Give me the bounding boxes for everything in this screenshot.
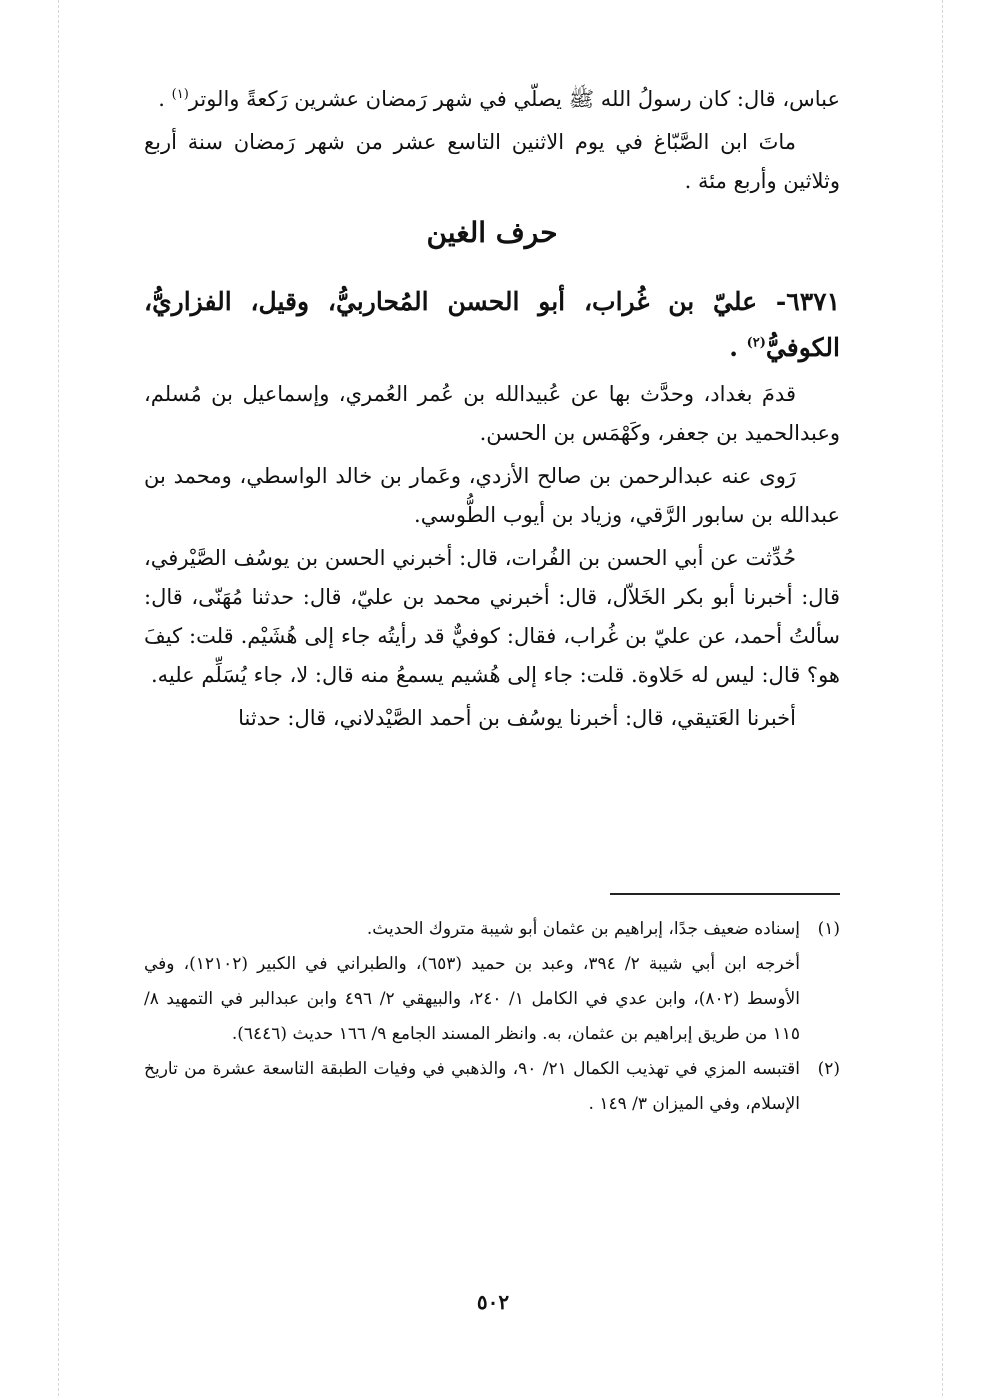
paragraph-end: .: [158, 87, 172, 111]
footnote-line: اقتبسه المزي في تهذيب الكمال ٢١/ ٩٠، والذهبي في وفيات الطبقة التاسعة عشرة من تاريخ الإسلام، وفي الميزان ٣/ ١٤٩ .: [144, 1059, 800, 1114]
main-text: [144, 80, 840, 742]
footnote-number: (٢): [817, 1059, 840, 1079]
footnote-reference[interactable]: (١): [171, 87, 189, 102]
footnote-line: إسناده ضعيف جدًا، إبراهيم بن عثمان أبو شيبة متروك الحديث.: [366, 919, 800, 939]
entry-title-text: ٦٣٧١- عليّ بن غُراب، أبو الحسن المُحاربيُّ، وقيل، الفزاريُّ، الكوفيُّ: [144, 287, 840, 362]
paragraph-text: ماتَ ابن الصَّبّاغ في يوم الاثنين التاسع عشر من شهر رَمضان سنة أربع وثلاثين وأربع مئة .: [144, 130, 840, 193]
paragraph-text: عباس، قال: كان رسولُ الله ﷺ يصلّي في شهر رَمضان عشرين رَكعةً والوتر: [188, 87, 840, 111]
footnote-body: [144, 912, 800, 1052]
paragraph-continuation: [144, 80, 840, 119]
footnote-separator: [610, 893, 840, 895]
footnote-body: [144, 1052, 800, 1122]
right-margin-mark: [942, 0, 943, 1396]
paragraph-body: قدمَ بغداد، وحدَّث بها عن عُبيدالله بن عُمر العُمري، وإسماعيل بن مُسلم، وعبدالحميد بن جعفر، وكَهْمَس بن الحسن.: [144, 382, 840, 445]
paragraph-death-note: [144, 123, 840, 201]
section-heading: حرف الغين: [426, 216, 558, 249]
footnote-line: أخرجه ابن أبي شيبة ٢/ ٣٩٤، وعبد بن حميد (٦٥٣)، والطبراني في الكبير (١٢١٠٢)، وفي الأوسط (٨٠٢)، وابن عدي في الكامل ١/ ٢٤٠، والبيهقي ٢/ ٤٩٦ وابن عبدالبر في التمهيد ٨/ ١١٥ من طريق إبراهيم بن عثمان، به. وانظر المسند الجامع ٩/ ١٦٦ حديث (٦٤٤٦).: [144, 954, 800, 1044]
footnote-reference[interactable]: (٢): [746, 335, 766, 351]
footnote: [144, 912, 840, 1052]
paragraph-body: حُدِّثت عن أبي الحسن بن الفُرات، قال: أخبرني الحسن بن يوسُف الصَّيْرفي، قال: أخبرنا أبو بكر الخَلاّل، قال: أخبرني محمد بن عليّ، قال: حدثنا مُهَنّى، قال: سألتُ أحمد، عن عليّ بن غُراب، فقال: كوفيٌّ قد رأيتُه جاء إلى هُشَيْم. قلت: كيفَ هو؟ قال: ليس له حَلاوة. قلت: جاء إلى هُشيم يسمعُ منه قال: لا، جاء يُسَلِّم عليه.: [144, 546, 840, 687]
paragraph-body: أخبرنا العَتيقي، قال: أخبرنا يوسُف بن أحمد الصَّيْدلاني، قال: حدثنا: [238, 706, 796, 730]
entry-title-end: .: [729, 333, 747, 362]
footnote-number: (١): [817, 919, 840, 939]
paragraph-body: رَوى عنه عبدالرحمن بن صالح الأزدي، وعَمار بن خالد الواسطي، ومحمد بن عبدالله بن سابور الرَّقي، وزياد بن أيوب الطُّوسي.: [144, 464, 840, 527]
left-margin-mark: [58, 0, 59, 1396]
page-number: ٥٠٢: [476, 1290, 510, 1314]
entry-title: [144, 279, 840, 371]
footnote: [144, 1052, 840, 1122]
footnotes: [144, 912, 840, 1122]
